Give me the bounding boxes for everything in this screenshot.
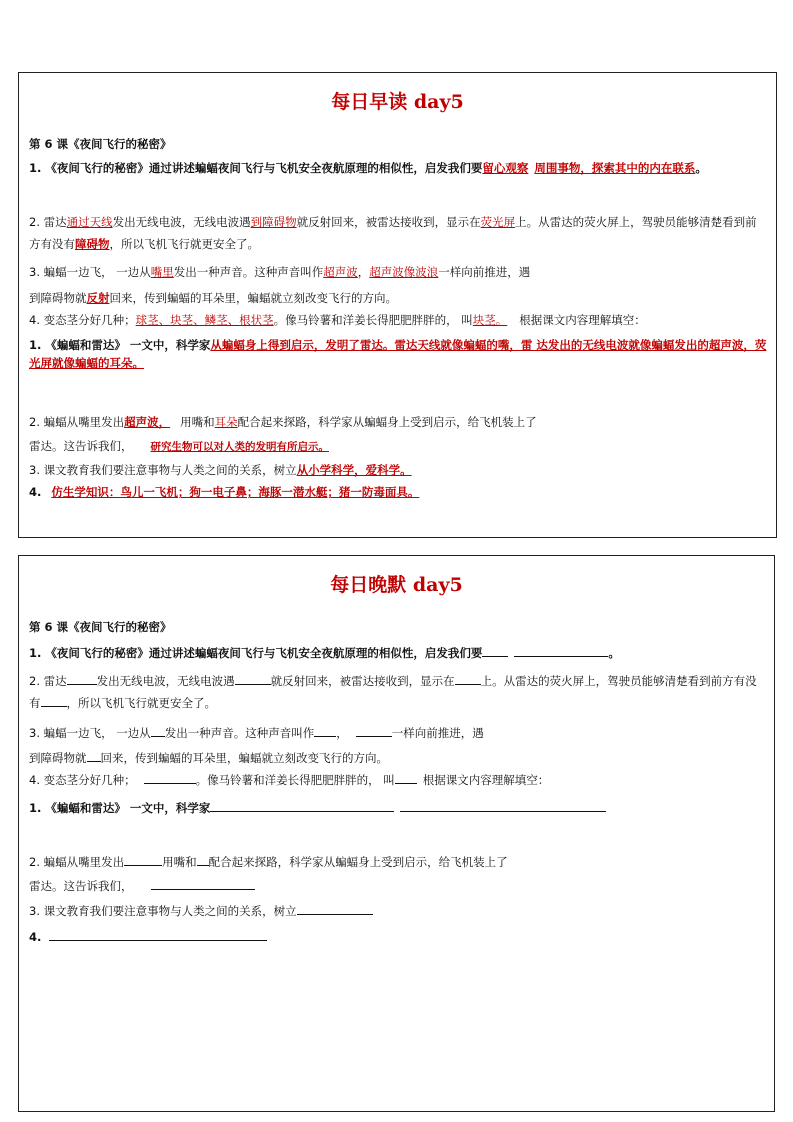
q4-text-b: 。像马铃薯和洋姜长得肥肥胖胖的， 叫 [273,313,473,327]
eq4-text-c: 根据课文内容理解填空： [422,773,550,787]
evening-dictation-box [18,555,775,1112]
q3-text-d: 一样向前推进，遇 [438,265,531,279]
eq3-blank-1[interactable] [151,724,165,737]
ep2-blank-1[interactable] [124,853,162,866]
ep2-text-b: 用嘴和 [162,855,197,869]
ep1-blank-2[interactable] [400,799,606,812]
ep1-blank-1[interactable] [210,799,394,812]
evening-question-4 [29,771,766,789]
eq2-blank-3[interactable] [455,672,481,685]
morning-title: 每日早读 day5 [331,91,464,113]
q3-text-b: 发出一种声音。这种声音叫作 [173,265,324,279]
q2-answer-2: 到障碍物 [250,215,297,229]
eq3-text-e: 到障碍物就 [29,751,87,765]
q3-text-f: 回来，传到蝙蝠的耳朵里，蝙蝠就立刻改变飞行的方向。 [109,291,397,305]
p3-answer: 从小学科学，爱科学。 [296,463,412,477]
evening-question-2 [29,670,766,714]
eq4-text-b: 。像马铃薯和洋姜长得肥肥胖胖的， 叫 [195,773,395,787]
morning-passage-2-cont [29,437,768,456]
q4-text-c: 根据课文内容理解填空： [519,313,646,327]
evening-lesson-heading: 第 6 课《夜间飞行的秘密》 [29,620,172,634]
eq2-text-f: ，所以飞机飞行就更安全了。 [66,696,216,710]
eq3-text-d: 一样向前推进，遇 [391,726,484,740]
eq2-text-c: 就反射回来，被雷达接收到，显示在 [270,674,455,688]
eq1-text: 1. 《夜间飞行的秘密》通过讲述蝙蝠夜间飞行与飞机安全夜航原理的相似性，启发我们要 [29,646,483,660]
q3-text-a: 3. 蝙蝠一边飞， 一边从 [29,265,151,279]
eq3-blank-3[interactable] [356,724,392,737]
eq2-blank-4[interactable] [41,694,67,707]
q1-text: 1. 《夜间飞行的秘密》通过讲述蝙蝠夜间飞行与飞机安全夜航原理的相似性，启发我们要 [29,161,483,175]
q1-answer-1: 留心观察 [482,161,529,175]
q2-text-b: 发出无线电波，无线电波遇 [112,215,251,229]
q3-text-e: 到障碍物就 [29,291,87,305]
q2-answer-4: 障碍物 [75,237,110,251]
evening-passage-3 [29,902,766,920]
p3-text: 3. 课文教育我们要注意事物与人类之间的关系，树立 [29,463,297,477]
p2-text-a: 2. 蝙蝠从嘴里发出 [29,415,125,429]
ep3-text: 3. 课文教育我们要注意事物与人类之间的关系，树立 [29,904,297,918]
ep2-text-a: 2. 蝙蝠从嘴里发出 [29,855,125,869]
q2-text-d: 上。从雷达的荧火屏上，驾驶员能够清楚看到前方有没有 [29,215,757,251]
q4-answer-2: 块茎。 [472,313,508,327]
morning-lesson-heading: 第 6 课《夜间飞行的秘密》 [29,137,172,151]
eq3-text-a: 3. 蝙蝠一边飞， 一边从 [29,726,151,740]
ep2-blank-3[interactable] [151,877,255,890]
ep2-blank-2[interactable] [197,853,209,866]
eq2-text-e: 够清楚看到前方有没有 [29,674,757,710]
q3-answer-1: 嘴里 [150,265,174,279]
morning-passage-1 [29,336,768,372]
morning-question-1 [29,159,768,177]
eq2-blank-1[interactable] [67,672,97,685]
q2-text-a: 2. 雷达 [29,215,67,229]
morning-reading-box [18,72,777,538]
p4-text: 4. [29,485,42,499]
q2-answer-1: 通过天线 [66,215,113,229]
evening-passage-2-cont [29,877,766,895]
q4-text-a: 4. 变态茎分好几种； [29,313,136,327]
p2-answer-1: 超声波， [124,415,171,429]
morning-passage-2 [29,413,768,431]
p2-text-d: 雷达。这告诉我们， [29,439,133,453]
ep3-blank-1[interactable] [297,902,373,915]
q2-text-e: ，所以飞机飞行就更安全了。 [109,237,259,251]
morning-question-3-cont [29,289,768,307]
p2-text-b: 用嘴和 [180,415,215,429]
evening-question-1 [29,644,766,662]
morning-question-4 [29,311,768,329]
morning-question-3 [29,263,768,281]
eq1-blank-1[interactable] [482,644,508,657]
p2-answer-2: 耳朵 [214,415,238,429]
eq2-text-b: 发出无线电波，无线电波遇 [96,674,235,688]
evening-passage-4 [29,928,766,946]
ep2-text-c: 配合起来探路，科学家从蝙蝠身上受到启示，给飞机装上了 [208,855,508,869]
p2-text-c: 配合起来探路，科学家从蝙蝠身上受到启示，给飞机装上了 [237,415,537,429]
evening-question-3 [29,724,766,742]
evening-passage-2 [29,853,766,871]
p2-answer-3: 研究生物可以对人类的发明有所启示。 [150,441,329,453]
ep4-text: 4. [29,930,42,944]
ep1-text: 1. 《蝙蝠和雷达》 一文中，科学家 [29,801,211,815]
q4-answer-1: 球茎、块茎、鳞茎、根状茎 [135,313,274,327]
eq2-text-d: 上。从雷达的荧火屏上，驾驶员能 [480,674,654,688]
morning-passage-4 [29,483,768,501]
eq3-blank-4[interactable] [87,749,101,762]
q1-answer-2: 周围事物，探索其中的内在联系 [534,161,696,175]
eq3-blank-2[interactable] [314,724,336,737]
q3-answer-2: 超声波 [323,265,358,279]
q1-end: 。 [695,161,707,175]
eq2-text-a: 2. 雷达 [29,674,67,688]
eq1-end: 。 [608,646,620,660]
eq4-text-a: 4. 变态茎分好几种； [29,773,136,787]
evening-title: 每日晚默 day5 [330,574,463,596]
ep4-blank-1[interactable] [49,928,267,941]
eq4-blank-1[interactable] [144,771,196,784]
q2-text-c: 就反射回来，被雷达接收到，显示在 [296,215,481,229]
evening-question-3-cont [29,749,766,767]
p1-answer: 从蝙蝠身上得到启示，发明了雷达。雷达天线就像蝙蝠的嘴，雷 达发出的无线电波就像蝙蝠发出的超声波，荧光屏就像蝙蝠的耳朵。 [29,338,767,370]
q3-answer-4: 反射 [86,291,110,305]
evening-passage-1 [29,799,766,817]
q2-answer-3: 荧光屏 [480,215,516,229]
q3-text-c: ， [357,265,370,279]
p1-text: 1. 《蝙蝠和雷达》 一文中，科学家 [29,338,211,352]
morning-question-2 [29,211,768,255]
p4-answer: 仿生学知识：鸟儿一飞机；狗一电子鼻；海豚一潜水艇；猪一防毒面具。 [51,485,420,499]
eq2-blank-2[interactable] [235,672,271,685]
eq3-text-f: 回来，传到蝙蝠的耳朵里，蝙蝠就立刻改变飞行的方向。 [100,751,388,765]
eq3-text-c: ， [336,726,348,740]
eq3-text-b: 发出一种声音。这种声音叫作 [164,726,315,740]
eq4-blank-2[interactable] [395,771,417,784]
eq1-blank-2[interactable] [514,644,608,657]
morning-passage-3 [29,461,768,479]
q3-answer-3: 超声波像波浪 [369,265,439,279]
ep2-text-d: 雷达。这告诉我们， [29,879,133,893]
